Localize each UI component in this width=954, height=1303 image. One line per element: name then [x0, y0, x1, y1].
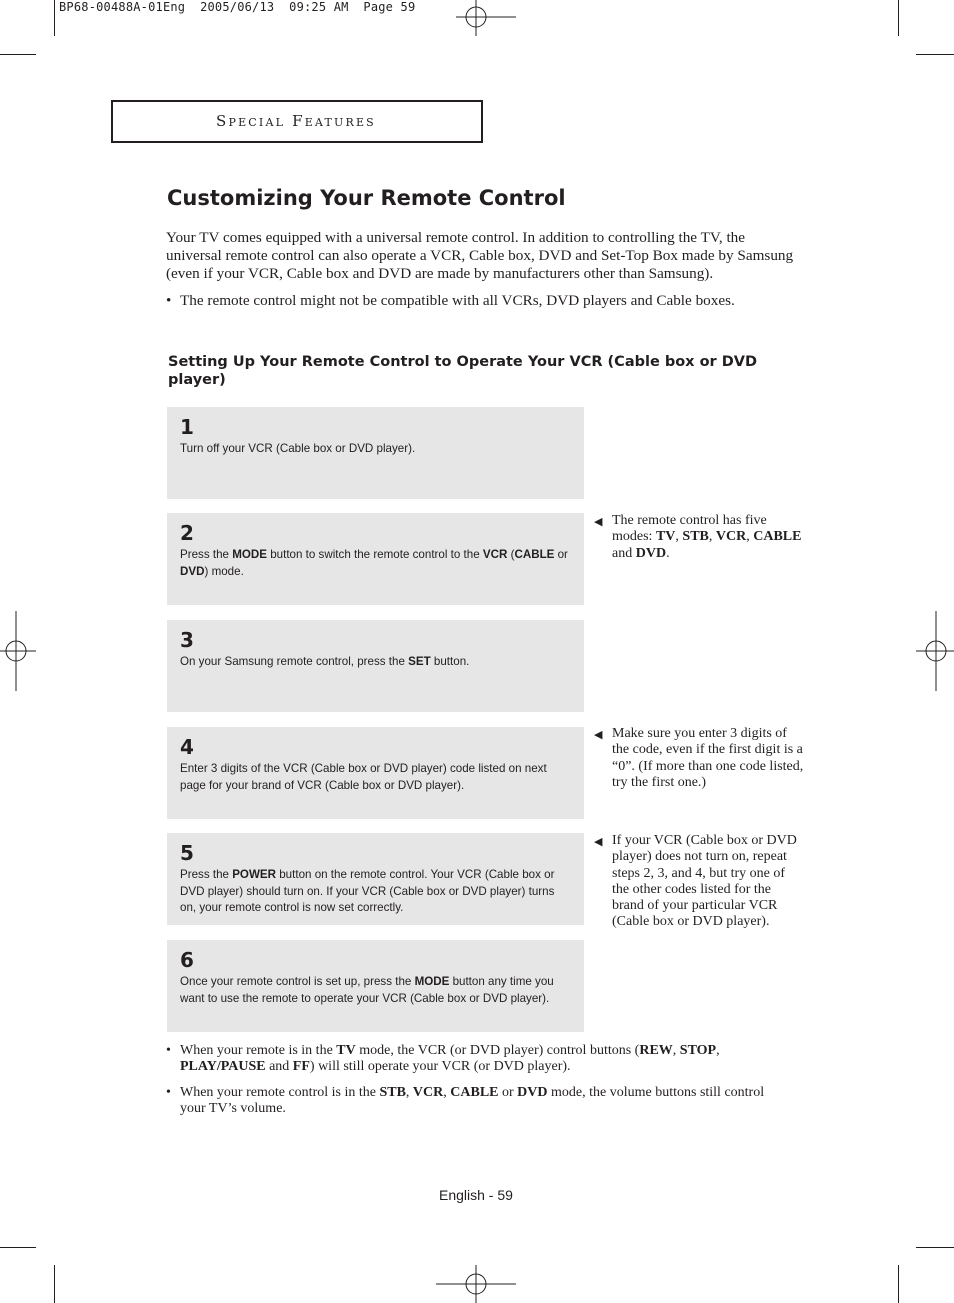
pointer-triangle-icon: ◀ — [594, 835, 603, 848]
text-run: If your VCR (Cable box or DVD player) does not turn on, repeat steps 2, 3, and 4, but try one of the other codes listed for the brand of your particular VCR (Cable box or DVD player). — [612, 833, 797, 930]
text-run: , — [746, 529, 754, 545]
side-note-text — [612, 726, 804, 791]
bold-term: REW — [639, 1043, 673, 1058]
step-text — [180, 761, 572, 794]
text-run: and — [265, 1059, 293, 1075]
bold-term: VCR — [715, 529, 747, 545]
text-run: button to switch the remote control to the — [266, 548, 483, 561]
bottom-bullet-item — [166, 1043, 786, 1076]
side-note — [594, 513, 804, 562]
bullet-glyph: • — [166, 292, 172, 309]
bottom-notes-list — [166, 1043, 786, 1126]
bold-term: DVD — [517, 1084, 548, 1100]
registration-mark-icon — [0, 611, 36, 691]
step-number: 2 — [180, 521, 194, 545]
bold-term: MODE — [232, 548, 267, 561]
registration-mark-icon — [916, 611, 954, 691]
bold-term: VCR — [412, 1084, 444, 1100]
crop-mark — [916, 54, 954, 55]
crop-mark — [54, 1265, 55, 1303]
crop-mark — [898, 1265, 899, 1303]
crop-mark — [0, 54, 36, 55]
text-run: When your remote is in the — [180, 1043, 337, 1058]
bold-term: STB — [682, 529, 709, 545]
text-run: , — [405, 1084, 413, 1100]
text-run: , — [443, 1084, 451, 1100]
step-box — [167, 833, 584, 925]
text-run: On your Samsung remote control, press the — [180, 655, 409, 668]
page-title: Customizing Your Remote Control — [167, 186, 566, 210]
step-text — [180, 974, 572, 1007]
bold-term: CABLE — [514, 548, 555, 561]
bullet-glyph: • — [166, 1084, 171, 1100]
section-header-box — [111, 100, 483, 143]
intro-paragraph: Your TV comes equipped with a universal remote control. In addition to controlling the TV, the universal remote control can also operate a VCR, Cable box, DVD and Set-Top Box made by Samsung (even if your VCR, Cable box and DVD are made by manufacturers other than Samsung). — [166, 229, 794, 282]
print-slug: BP68-00488A-01Eng 2005/06/13 09:25 AM Page 59 — [59, 0, 416, 14]
side-note-text — [612, 513, 804, 562]
section-subheading: Setting Up Your Remote Control to Operate Your VCR (Cable box or DVD player) — [168, 354, 758, 388]
step-box — [167, 940, 584, 1032]
intro-bullet — [166, 292, 796, 310]
bold-term: CABLE — [450, 1084, 499, 1100]
text-run: button. — [430, 655, 470, 668]
step-box — [167, 513, 584, 605]
registration-mark-icon — [436, 1265, 516, 1303]
step-box — [167, 407, 584, 499]
text-run: or — [498, 1084, 518, 1100]
text-run: , — [672, 1043, 680, 1058]
section-title: Special Features — [216, 112, 376, 130]
intro-section — [166, 229, 796, 310]
bold-term: TV — [655, 529, 676, 545]
text-run: Enter 3 digits of the VCR (Cable box or DVD player) code listed on next page for your brand of VCR (Cable box or DVD player). — [180, 762, 547, 792]
text-run: Press the — [180, 548, 233, 561]
crop-mark — [54, 0, 55, 36]
text-run: or — [554, 548, 568, 561]
text-run: The remote control has five modes: — [612, 513, 767, 545]
text-run: . — [666, 545, 670, 561]
text-run: , — [716, 1043, 720, 1058]
bold-term: POWER — [232, 868, 277, 881]
text-run: Make sure you enter 3 digits of the code, even if the first digit is a “0”. (If more than one code listed, try the first one.) — [612, 726, 804, 790]
bold-term: MODE — [414, 975, 450, 988]
bold-term: DVD — [635, 545, 667, 561]
pointer-triangle-icon: ◀ — [594, 728, 603, 741]
step-text — [180, 441, 572, 458]
crop-mark — [0, 1247, 36, 1248]
bold-term: STOP — [679, 1043, 717, 1058]
side-note — [594, 726, 804, 791]
step-text — [180, 547, 572, 580]
text-run: When your remote control is in the — [180, 1084, 380, 1100]
pointer-triangle-icon: ◀ — [594, 515, 603, 528]
bottom-bullet-text — [180, 1085, 764, 1116]
side-note — [594, 833, 804, 931]
step-number: 3 — [180, 628, 194, 652]
text-run: ) will still operate your VCR (or DVD player). — [309, 1059, 571, 1075]
step-box — [167, 727, 584, 819]
crop-mark — [916, 1247, 954, 1248]
side-note-text — [612, 833, 804, 931]
page-footer: English - 59 — [439, 1187, 513, 1203]
step-number: 6 — [180, 948, 194, 972]
bottom-bullet-item — [166, 1085, 786, 1118]
step-text — [180, 654, 572, 671]
registration-mark-icon — [456, 0, 516, 36]
text-run: Press the — [180, 868, 233, 881]
text-run: mode, the VCR (or DVD player) control buttons ( — [355, 1043, 640, 1058]
text-run: button any time you want to use the remote to operate your VCR (Cable box or DVD player). — [180, 975, 554, 1005]
step-box — [167, 620, 584, 712]
bold-term: VCR — [482, 548, 508, 561]
crop-mark — [898, 0, 899, 36]
intro-bullet-text: The remote control might not be compatible with all VCRs, DVD players and Cable boxes. — [180, 292, 735, 309]
step-text — [180, 867, 572, 917]
step-number: 4 — [180, 735, 194, 759]
bottom-bullet-text — [180, 1043, 720, 1074]
text-run: mode, the volume buttons still control your TV’s volume. — [180, 1084, 765, 1116]
text-run: Turn off your VCR (Cable box or DVD player). — [180, 442, 416, 455]
text-run: ) mode. — [204, 564, 244, 578]
bullet-glyph: • — [166, 1043, 171, 1058]
text-run: and — [612, 545, 636, 561]
text-run: , — [708, 529, 716, 545]
bold-term: CABLE — [753, 529, 802, 545]
bold-term: SET — [408, 655, 431, 668]
bold-term: STB — [379, 1084, 406, 1100]
text-run: button on the remote control. Your VCR (Cable box or DVD player) should turn on. If your VCR (Cable box or DVD player) turns on, your remote control is now set correctly. — [180, 868, 555, 914]
bold-term: TV — [336, 1043, 356, 1058]
step-number: 5 — [180, 841, 194, 865]
step-number: 1 — [180, 415, 194, 439]
bold-term: FF — [292, 1059, 310, 1075]
bold-term: DVD — [180, 564, 205, 578]
text-run: Once your remote control is set up, press the — [180, 975, 415, 988]
text-run: ( — [507, 548, 515, 561]
text-run: , — [675, 529, 683, 545]
bold-term: PLAY/PAUSE — [180, 1059, 266, 1075]
